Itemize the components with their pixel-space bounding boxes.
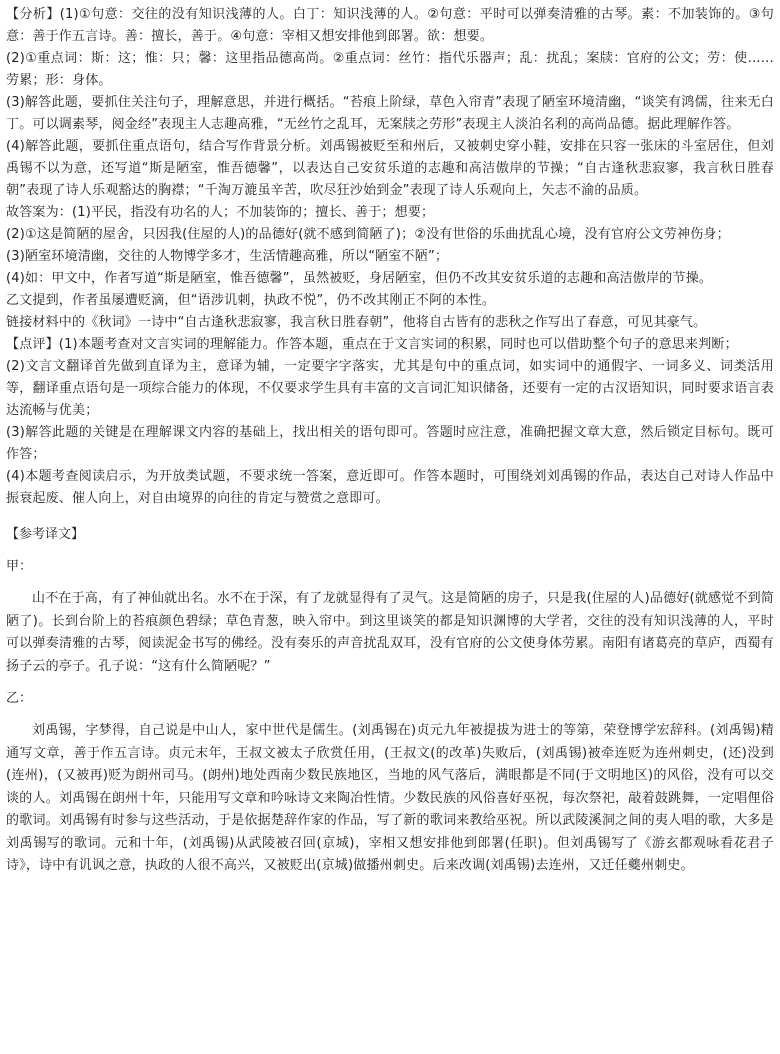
yi-label: 乙： [6,691,33,706]
comment-part-1: 【点评】(1)本题考查对文言实词的理解能力。作答本题，重点在于文言实词的积累，同时也可以借助整个句子的意思来判断； [6,337,738,352]
jia-label: 甲： [6,559,33,574]
answer-summary: 故答案为：(1)平民，指没有功名的人；不加装饰的；擅长、善于；想要； [6,205,435,220]
answer-part-4: (4)如：甲文中，作者写道“斯是陋室，惟吾德馨”，虽然被贬，身居陋室，但仍不改其安贫乐道的志趣和高洁傲岸的节操。 [6,271,713,286]
answer-section [6,202,774,334]
analysis-part-3: (3)解答此题，要抓住关注句子，理解意思，并进行概括。“苔痕上阶绿，草色入帘青”表现了陋室环境清幽，“谈笑有鸿儒，往来无白丁。可以调素琴，阅金经”表现主人志趣高雅，“无丝竹之乱耳，无案牍之劳形”表现主人淡泊名利的高尚品德。据此理解作答。 [6,95,774,132]
answer-part-3: (3)陋室环境清幽，交往的人物博学多才，生活情趣高雅，所以“陋室不陋”； [6,249,449,264]
comment-part-3: (3)解答此题的关键是在理解课文内容的基础上，找出相关的语句即可。答题时应注意，准确把握文章大意，然后锁定目标句。既可作答； [6,425,774,462]
analysis-part-2: (2)①重点词：斯：这；惟：只；馨：这里指品德高尚。②重点词：丝竹：指代乐器声；乱：扰乱；案牍：官府的公文；劳：使……劳累；形：身体。 [6,51,774,88]
analysis-part-1: 【分析】(1)①句意：交往的没有知识浅薄的人。白丁：知识浅薄的人。②句意：平时可以弹奏清雅的古琴。素：不加装饰的。③句意：善于作五言诗。善：擅长，善于。④句意：宰相又想安排他到郎署。欲：想要。 [6,7,774,44]
jia-translation: 山不在于高，有了神仙就出名。水不在于深，有了龙就显得有了灵气。这是简陋的房子，只是我(住屋的人)品德好(就感觉不到简陋了)。长到台阶上的苔痕颜色碧绿；草色青葱，映入帘中。到这里谈笑的都是知识渊博的大学者，交往的没有知识浅薄的人，平时可以弹奏清雅的古琴，阅读泥金书写的佛经。没有奏乐的声音扰乱双耳，没有官府的公文使身体劳累。南阳有诸葛亮的草庐，西蜀有扬子云的亭子。孔子说：“这有什么简陋呢？” [6,591,774,674]
comment-part-4: (4)本题考查阅读启示，为开放类试题，不要求统一答案，意近即可。作答本题时，可围绕刘刘禹锡的作品，表达自己对诗人作品中振衰起废、催人向上，对自由境界的向往的肯定与赞赏之意即可。 [6,469,774,506]
comment-part-2: (2)文言文翻译首先做到直译为主，意译为辅，一定要字字落实，尤其是句中的重点词，如实词中的通假字、一词多义、词类活用等，翻译重点语句是一项综合能力的体现，不仅要求学生具有丰富的文言词汇知识储备，还要有一定的古汉语知识，同时要求语言表达流畅与优美； [6,359,774,418]
answer-yi-note: 乙文提到，作者虽屡遭贬滴，但“语涉讥刺，执政不悦”，仍不改其刚正不阿的本性。 [6,293,496,308]
translation-section [6,524,774,878]
yi-translation: 刘禹锡，字梦得，自己说是中山人，家中世代是儒生。(刘禹锡在)贞元九年被提拔为进士的等第，荣登博学宏辞科。(刘禹锡)精通写文章，善于作五言诗。贞元末年，王叔文被太子欣赏任用，(王叔文(的改革)失败后，(刘禹锡)被牵连贬为连州刺史，(还)没到(连州)，(又被再)贬为朗州司马。(朗州)地处西南少数民族地区，当地的风气落后，满眼都是不同(于文明地区)的风俗，没有可以交谈的人。刘禹锡在朗州十年，只能用写文章和吟咏诗文来陶冶性情。少数民族的风俗喜好巫祝，每次祭祀，敲着鼓跳舞，一定唱俚俗的歌词。刘禹锡有时参与这些活动，于是依据楚辞作家的作品，写了新的歌词来教给巫祝。所以武陵溪洞之间的夷人唱的歌，大多是刘禹锡写的歌词。元和十年，(刘禹锡)从武陵被召回(京城)，宰相又想安排他到郎署(任职)。但刘禹锡写了《游玄都观咏看花君子诗》，诗中有讥讽之意，执政的人很不高兴，又被贬出(京城)做播州刺史。后来改调(刘禹锡)去连州，又迁任夔州刺史。 [6,723,774,873]
answer-part-2: (2)①这是简陋的屋舍，只因我(住屋的人)的品德好(就不感到简陋了)；②没有世俗的乐曲扰乱心境，没有官府公文劳神伤身； [6,227,730,242]
comment-section [6,334,774,510]
analysis-section [6,4,774,202]
answer-link-note: 链接材料中的《秋词》一诗中“自古逢秋悲寂寥，我言秋日胜春朝”，他将自古皆有的悲秋之作写出了春意，可见其豪气。 [6,315,707,330]
translation-heading: 【参考译文】 [6,527,85,542]
analysis-part-4: (4)解答此题，要抓住重点语句，结合写作背景分析。刘禹锡被贬至和州后，又被刺史穿小鞋，安排在只容一张床的斗室居住，但刘禹锡不以为意，还写道“斯是陋室，惟吾德馨”，以表达自己安贫乐道的志趣和高洁傲岸的节操；“自古逢秋悲寂寥，我言秋日胜春朝”表现了诗人乐观豁达的胸襟；“千淘万漉虽辛苦，吹尽狂沙始到金”表现了诗人乐观向上，矢志不渝的品质。 [6,139,774,198]
